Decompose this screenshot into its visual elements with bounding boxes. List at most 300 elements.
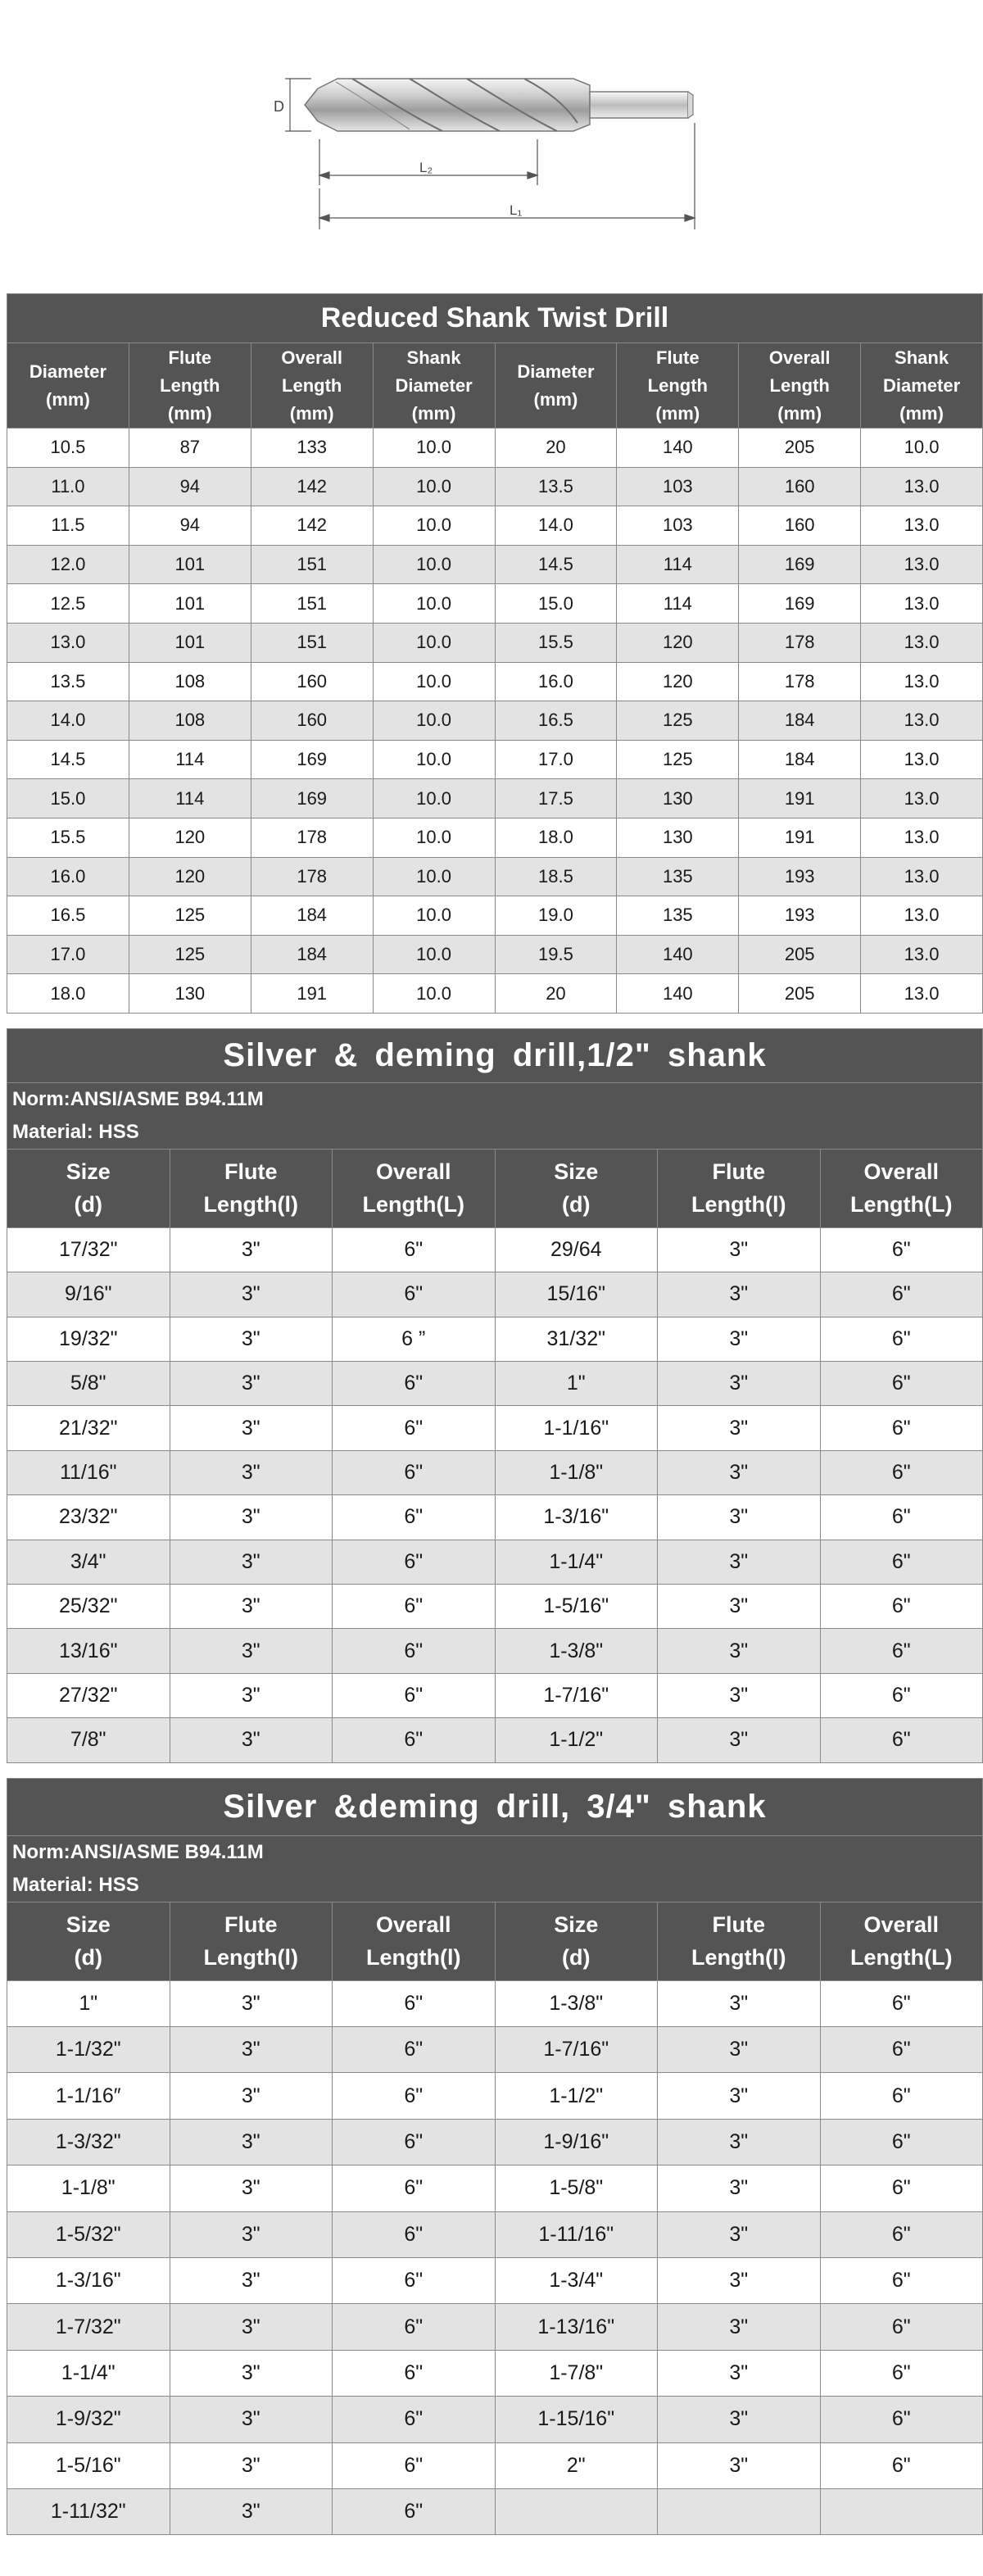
table-cell: 1-5/16" bbox=[7, 2442, 170, 2488]
table-cell: 13.0 bbox=[861, 506, 983, 546]
header-line: Size bbox=[66, 1159, 111, 1185]
table-cell: 6" bbox=[333, 2211, 496, 2257]
table-cell: 3" bbox=[658, 2026, 821, 2072]
table-cell: 1-7/8" bbox=[495, 2350, 658, 2396]
table-cell: 6" bbox=[333, 1673, 496, 1717]
table-row bbox=[7, 1227, 983, 1272]
header-line: Flute bbox=[224, 1912, 278, 1938]
header-line: Overall bbox=[863, 1159, 940, 1185]
table-cell: 6" bbox=[820, 2350, 983, 2396]
table-cell: 6" bbox=[820, 2073, 983, 2119]
table-cell: 114 bbox=[617, 545, 739, 584]
header-line: (d) bbox=[562, 1945, 591, 1971]
table-cell: 12.0 bbox=[7, 545, 129, 584]
table-cell: 108 bbox=[129, 662, 251, 701]
table-cell: 140 bbox=[617, 974, 739, 1014]
table-cell: 3" bbox=[658, 1227, 821, 1272]
table-cell: 13.0 bbox=[861, 857, 983, 896]
table-cell: 103 bbox=[617, 506, 739, 546]
table-cell: 1-3/4" bbox=[495, 2257, 658, 2303]
table-header-row bbox=[7, 343, 983, 429]
table-cell: 3" bbox=[658, 1450, 821, 1494]
header-line: (mm) bbox=[777, 402, 822, 424]
table-cell: 1-5/32" bbox=[7, 2211, 170, 2257]
table-row bbox=[7, 2442, 983, 2488]
table-row bbox=[7, 662, 983, 701]
drill-shank bbox=[590, 92, 693, 118]
header-line: Diameter bbox=[29, 361, 107, 382]
table-cell: 3" bbox=[658, 2119, 821, 2165]
table-cell: 133 bbox=[251, 429, 373, 468]
table-cell: 6" bbox=[333, 2257, 496, 2303]
header-line: Overall bbox=[768, 347, 831, 368]
table-cell: 3" bbox=[170, 1450, 333, 1494]
table-cell: 3" bbox=[658, 1362, 821, 1406]
header-line: Flute bbox=[712, 1912, 765, 1938]
table-cell: 1" bbox=[495, 1362, 658, 1406]
table-cell: 3" bbox=[658, 2166, 821, 2211]
table-cell: 101 bbox=[129, 623, 251, 662]
table-cell: 16.0 bbox=[495, 662, 617, 701]
table-cell: 10.0 bbox=[373, 662, 495, 701]
table-cell: 6" bbox=[333, 1585, 496, 1629]
table-cell: 3" bbox=[658, 1718, 821, 1762]
table-row bbox=[7, 2397, 983, 2442]
table-cell: 10.0 bbox=[373, 779, 495, 819]
table-cell: 15.5 bbox=[7, 818, 129, 857]
table-cell: 151 bbox=[251, 623, 373, 662]
table-cell: 6" bbox=[820, 2442, 983, 2488]
table-header-row bbox=[7, 1149, 983, 1227]
table-cell: 160 bbox=[739, 467, 861, 506]
table-cell: 1-1/2" bbox=[495, 1718, 658, 1762]
table-cell: 19.0 bbox=[495, 896, 617, 936]
table-title: Silver &deming drill, 3/4" shank bbox=[7, 1778, 983, 1835]
table-cell: 15.0 bbox=[7, 779, 129, 819]
table-cell: 3" bbox=[658, 1540, 821, 1584]
table-cell: 15.5 bbox=[495, 623, 617, 662]
table-cell: 6" bbox=[820, 1673, 983, 1717]
table-cell: 1-1/16" bbox=[495, 1406, 658, 1450]
table-cell: 160 bbox=[251, 701, 373, 741]
table-cell: 140 bbox=[617, 935, 739, 974]
table-cell: 10.0 bbox=[373, 896, 495, 936]
table-cell: 13.0 bbox=[7, 623, 129, 662]
table-cell: 103 bbox=[617, 467, 739, 506]
table-cell: 6" bbox=[820, 2211, 983, 2257]
table-cell: 11/16" bbox=[7, 1450, 170, 1494]
table-cell: 10.0 bbox=[373, 467, 495, 506]
table-cell: 14.0 bbox=[495, 506, 617, 546]
table-cell: 5/8" bbox=[7, 1362, 170, 1406]
table-cell: 17.5 bbox=[495, 779, 617, 819]
table-cell: 6" bbox=[333, 2073, 496, 2119]
header-line: Diameter bbox=[395, 374, 473, 396]
table-row bbox=[7, 506, 983, 546]
header-line: Overall bbox=[375, 1159, 451, 1185]
table-cell: 160 bbox=[251, 662, 373, 701]
table-cell: 13.0 bbox=[861, 974, 983, 1014]
table-cell: 16.5 bbox=[7, 896, 129, 936]
drill-body bbox=[305, 79, 590, 131]
column-header bbox=[739, 343, 861, 429]
table-cell: 125 bbox=[129, 896, 251, 936]
table-cell: 3" bbox=[658, 1629, 821, 1673]
table-cell: 6" bbox=[820, 1980, 983, 2026]
table-row bbox=[7, 1272, 983, 1317]
table-row bbox=[7, 1450, 983, 1494]
table-cell: 10.0 bbox=[373, 701, 495, 741]
table-cell: 6" bbox=[820, 2304, 983, 2350]
header-line: Size bbox=[66, 1912, 111, 1938]
table-cell: 191 bbox=[739, 818, 861, 857]
table-cell: 120 bbox=[129, 857, 251, 896]
column-header bbox=[658, 1902, 821, 1980]
table-cell: 6" bbox=[333, 2166, 496, 2211]
header-line: Length bbox=[160, 374, 220, 396]
table-cell: 18.5 bbox=[495, 857, 617, 896]
header-line: (mm) bbox=[289, 402, 334, 424]
table-row bbox=[7, 740, 983, 779]
table-cell: 3" bbox=[658, 2211, 821, 2257]
header-line: Diameter bbox=[882, 374, 961, 396]
spacer bbox=[0, 1763, 983, 1778]
table-cell: 6" bbox=[333, 2119, 496, 2165]
table-cell: 19.5 bbox=[495, 935, 617, 974]
material-text: Material: HSS bbox=[12, 1120, 139, 1143]
table-cell: 6" bbox=[333, 2442, 496, 2488]
table-cell: 3" bbox=[170, 1980, 333, 2026]
table-title: Silver & deming drill,1/2" shank bbox=[7, 1028, 983, 1082]
table-cell: 13.0 bbox=[861, 818, 983, 857]
table-cell: 191 bbox=[251, 974, 373, 1014]
table-cell: 17.0 bbox=[495, 740, 617, 779]
table-body bbox=[7, 1227, 983, 1762]
table-cell: 6" bbox=[333, 2350, 496, 2396]
table-cell: 3" bbox=[170, 1406, 333, 1450]
header-line: Overall bbox=[863, 1912, 940, 1938]
table-cell: 151 bbox=[251, 584, 373, 624]
table-cell: 6" bbox=[820, 1629, 983, 1673]
table-cell: 3" bbox=[170, 1227, 333, 1272]
table-row bbox=[7, 2488, 983, 2534]
table-cell: 3" bbox=[170, 2073, 333, 2119]
table-cell: 13/16" bbox=[7, 1629, 170, 1673]
table-cell: 1-7/16" bbox=[495, 1673, 658, 1717]
table-row bbox=[7, 1718, 983, 1762]
table-row bbox=[7, 1406, 983, 1450]
table-cell: 169 bbox=[739, 545, 861, 584]
table-cell: 140 bbox=[617, 429, 739, 468]
table-row bbox=[7, 623, 983, 662]
table-row bbox=[7, 2073, 983, 2119]
column-header bbox=[495, 343, 617, 429]
table-cell: 3" bbox=[658, 1272, 821, 1317]
dimension-l1 bbox=[319, 123, 695, 229]
three-quarter-shank-table bbox=[7, 1778, 983, 2536]
table-cell: 1-1/8" bbox=[7, 2166, 170, 2211]
table-cell: 3" bbox=[170, 2350, 333, 2396]
column-header bbox=[373, 343, 495, 429]
table-row bbox=[7, 2350, 983, 2396]
table-cell: 17.0 bbox=[7, 935, 129, 974]
table-cell: 6" bbox=[333, 1540, 496, 1584]
table-row bbox=[7, 584, 983, 624]
table-cell: 1-1/4" bbox=[7, 2350, 170, 2396]
header-line: Flute bbox=[656, 347, 700, 368]
table-cell: 125 bbox=[129, 935, 251, 974]
table-cell: 27/32" bbox=[7, 1673, 170, 1717]
table-row bbox=[7, 1629, 983, 1673]
column-header bbox=[170, 1902, 333, 1980]
table-cell: 3" bbox=[658, 1673, 821, 1717]
table-cell: 10.0 bbox=[373, 545, 495, 584]
table-cell: 114 bbox=[129, 779, 251, 819]
column-header bbox=[7, 343, 129, 429]
table-cell: 1-9/16" bbox=[495, 2119, 658, 2165]
table-cell: 3/4" bbox=[7, 1540, 170, 1584]
table-cell: 6" bbox=[820, 1317, 983, 1361]
table-cell: 101 bbox=[129, 545, 251, 584]
header-line: Length bbox=[647, 374, 708, 396]
table-cell: 17/32" bbox=[7, 1227, 170, 1272]
spacer bbox=[0, 1014, 983, 1028]
table-cell: 15.0 bbox=[495, 584, 617, 624]
table-cell: 1-7/32" bbox=[7, 2304, 170, 2350]
column-header bbox=[7, 1902, 170, 1980]
header-line: Length(l) bbox=[691, 1192, 786, 1218]
table-cell: 6" bbox=[333, 2397, 496, 2442]
table-cell: 3" bbox=[170, 2119, 333, 2165]
table-cell: 193 bbox=[739, 896, 861, 936]
table-cell: 13.5 bbox=[495, 467, 617, 506]
table-row bbox=[7, 857, 983, 896]
table-cell: 1-11/32" bbox=[7, 2488, 170, 2534]
header-line: Shank bbox=[895, 347, 949, 368]
label-l1: L₁ bbox=[510, 202, 523, 218]
table-cell: 6" bbox=[333, 1629, 496, 1673]
table-cell: 25/32" bbox=[7, 1585, 170, 1629]
table-cell: 1-11/16" bbox=[495, 2211, 658, 2257]
table-cell: 3" bbox=[170, 1362, 333, 1406]
table-cell: 3" bbox=[170, 1718, 333, 1762]
table-cell: 1-9/32" bbox=[7, 2397, 170, 2442]
header-line: (d) bbox=[74, 1192, 102, 1218]
table-cell: 6" bbox=[820, 1227, 983, 1272]
table-cell: 1-1/16″ bbox=[7, 2073, 170, 2119]
header-line: (mm) bbox=[655, 402, 700, 424]
table-cell: 1-5/16" bbox=[495, 1585, 658, 1629]
table-cell: 1-1/32" bbox=[7, 2026, 170, 2072]
table-row bbox=[7, 429, 983, 468]
table-cell: 87 bbox=[129, 429, 251, 468]
table-cell: 151 bbox=[251, 545, 373, 584]
table-cell: 1-3/32" bbox=[7, 2119, 170, 2165]
table-cell: 3" bbox=[658, 1585, 821, 1629]
table-cell: 21/32" bbox=[7, 1406, 170, 1450]
table-cell: 3" bbox=[170, 1540, 333, 1584]
table-cell: 13.0 bbox=[861, 896, 983, 936]
table-cell: 3" bbox=[658, 1980, 821, 2026]
header-line: Flute bbox=[224, 1159, 278, 1185]
column-header bbox=[7, 1149, 170, 1227]
column-header bbox=[658, 1149, 821, 1227]
table-cell: 6" bbox=[820, 1450, 983, 1494]
table-cell: 6" bbox=[820, 1406, 983, 1450]
table-cell: 191 bbox=[739, 779, 861, 819]
table-cell: 178 bbox=[739, 662, 861, 701]
norm-text: Norm:ANSI/ASME B94.11M bbox=[12, 1087, 264, 1110]
table-cell: 184 bbox=[251, 935, 373, 974]
table-row bbox=[7, 1317, 983, 1361]
table-cell: 13.0 bbox=[861, 740, 983, 779]
table-cell: 6" bbox=[820, 2166, 983, 2211]
table-cell: 101 bbox=[129, 584, 251, 624]
table-row bbox=[7, 2211, 983, 2257]
table-cell: 10.0 bbox=[373, 974, 495, 1014]
header-line: (mm) bbox=[533, 388, 578, 410]
table-cell: 13.5 bbox=[7, 662, 129, 701]
norm-material-info bbox=[7, 1835, 983, 1902]
table-cell: 3" bbox=[658, 2304, 821, 2350]
table-cell: 11.5 bbox=[7, 506, 129, 546]
table-cell: 3" bbox=[170, 2442, 333, 2488]
table-cell: 3" bbox=[658, 2350, 821, 2396]
column-header bbox=[861, 343, 983, 429]
table-cell: 1-1/4" bbox=[495, 1540, 658, 1584]
table-cell: 125 bbox=[617, 701, 739, 741]
table-cell: 6" bbox=[333, 1980, 496, 2026]
table-row bbox=[7, 896, 983, 936]
table-cell: 2" bbox=[495, 2442, 658, 2488]
table-cell: 178 bbox=[739, 623, 861, 662]
table-cell: 1-3/8" bbox=[495, 1980, 658, 2026]
table-cell: 125 bbox=[617, 740, 739, 779]
header-line: (mm) bbox=[46, 388, 90, 410]
material-text: Material: HSS bbox=[12, 1873, 139, 1896]
table-cell: 3" bbox=[170, 1317, 333, 1361]
table-cell: 1-7/16" bbox=[495, 2026, 658, 2072]
table-cell: 13.0 bbox=[861, 467, 983, 506]
table-cell: 1-1/8" bbox=[495, 1450, 658, 1494]
table-cell: 20 bbox=[495, 429, 617, 468]
table-cell bbox=[495, 2488, 658, 2534]
table-cell: 1-15/16" bbox=[495, 2397, 658, 2442]
table-cell: 3" bbox=[170, 1673, 333, 1717]
table-cell: 6" bbox=[820, 2257, 983, 2303]
header-line: Size bbox=[554, 1912, 599, 1938]
table-row bbox=[7, 1673, 983, 1717]
table-cell: 6" bbox=[820, 1585, 983, 1629]
table-cell: 3" bbox=[170, 1272, 333, 1317]
table-cell: 193 bbox=[739, 857, 861, 896]
table-title: Reduced Shank Twist Drill bbox=[7, 294, 983, 343]
table-cell: 14.5 bbox=[7, 740, 129, 779]
table-cell: 23/32" bbox=[7, 1495, 170, 1540]
table-cell: 6" bbox=[820, 2397, 983, 2442]
column-header bbox=[251, 343, 373, 429]
header-line: Length(L) bbox=[362, 1192, 464, 1218]
table-row bbox=[7, 701, 983, 741]
table-cell: 205 bbox=[739, 429, 861, 468]
table-cell: 3" bbox=[658, 1406, 821, 1450]
norm-material-info bbox=[7, 1082, 983, 1149]
table-cell: 10.0 bbox=[373, 857, 495, 896]
table-cell: 94 bbox=[129, 506, 251, 546]
table-cell: 31/32" bbox=[495, 1317, 658, 1361]
table-cell: 184 bbox=[739, 701, 861, 741]
label-d: D bbox=[274, 98, 284, 115]
table-cell: 142 bbox=[251, 467, 373, 506]
header-line: (mm) bbox=[899, 402, 944, 424]
table-row bbox=[7, 2257, 983, 2303]
table-cell: 10.5 bbox=[7, 429, 129, 468]
column-header bbox=[129, 343, 251, 429]
half-inch-shank-table bbox=[7, 1028, 983, 1763]
column-header bbox=[333, 1149, 496, 1227]
table-cell: 6" bbox=[820, 2119, 983, 2165]
table-cell: 6" bbox=[333, 1272, 496, 1317]
table-cell: 16.0 bbox=[7, 857, 129, 896]
table-cell: 19/32" bbox=[7, 1317, 170, 1361]
header-line: (mm) bbox=[411, 402, 456, 424]
table-cell: 6" bbox=[333, 2026, 496, 2072]
table-row bbox=[7, 1980, 983, 2026]
table-cell: 6 ” bbox=[333, 1317, 496, 1361]
table-cell: 14.0 bbox=[7, 701, 129, 741]
table-cell: 10.0 bbox=[373, 429, 495, 468]
column-header bbox=[820, 1149, 983, 1227]
table-cell: 6" bbox=[820, 1540, 983, 1584]
table-cell: 16.5 bbox=[495, 701, 617, 741]
table-cell: 10.0 bbox=[373, 818, 495, 857]
table-cell: 3" bbox=[170, 2488, 333, 2534]
header-line: Length(l) bbox=[203, 1945, 298, 1971]
table-cell: 130 bbox=[617, 818, 739, 857]
table-cell: 114 bbox=[129, 740, 251, 779]
table-row bbox=[7, 2026, 983, 2072]
spacer bbox=[0, 279, 983, 293]
table-cell: 3" bbox=[658, 2257, 821, 2303]
table-row bbox=[7, 779, 983, 819]
table-body bbox=[7, 429, 983, 1014]
table-cell: 3" bbox=[170, 2304, 333, 2350]
drill-diagram bbox=[0, 0, 983, 279]
table-cell: 7/8" bbox=[7, 1718, 170, 1762]
table-cell: 178 bbox=[251, 857, 373, 896]
table-cell: 6" bbox=[333, 2488, 496, 2534]
table-cell: 20 bbox=[495, 974, 617, 1014]
table-cell: 94 bbox=[129, 467, 251, 506]
table-cell: 120 bbox=[617, 662, 739, 701]
table-row bbox=[7, 1540, 983, 1584]
table-body bbox=[7, 1980, 983, 2535]
table-cell: 13.0 bbox=[861, 545, 983, 584]
header-line: Shank bbox=[406, 347, 461, 368]
table-cell: 6" bbox=[820, 1362, 983, 1406]
table-cell: 10.0 bbox=[861, 429, 983, 468]
table-cell: 6" bbox=[820, 1718, 983, 1762]
table-cell: 13.0 bbox=[861, 584, 983, 624]
table-cell: 120 bbox=[617, 623, 739, 662]
table-row bbox=[7, 2304, 983, 2350]
table-cell: 169 bbox=[739, 584, 861, 624]
table-cell: 114 bbox=[617, 584, 739, 624]
table-cell: 169 bbox=[251, 779, 373, 819]
header-line: Length(l) bbox=[691, 1945, 786, 1971]
table-cell: 3" bbox=[658, 2397, 821, 2442]
table-cell: 130 bbox=[617, 779, 739, 819]
